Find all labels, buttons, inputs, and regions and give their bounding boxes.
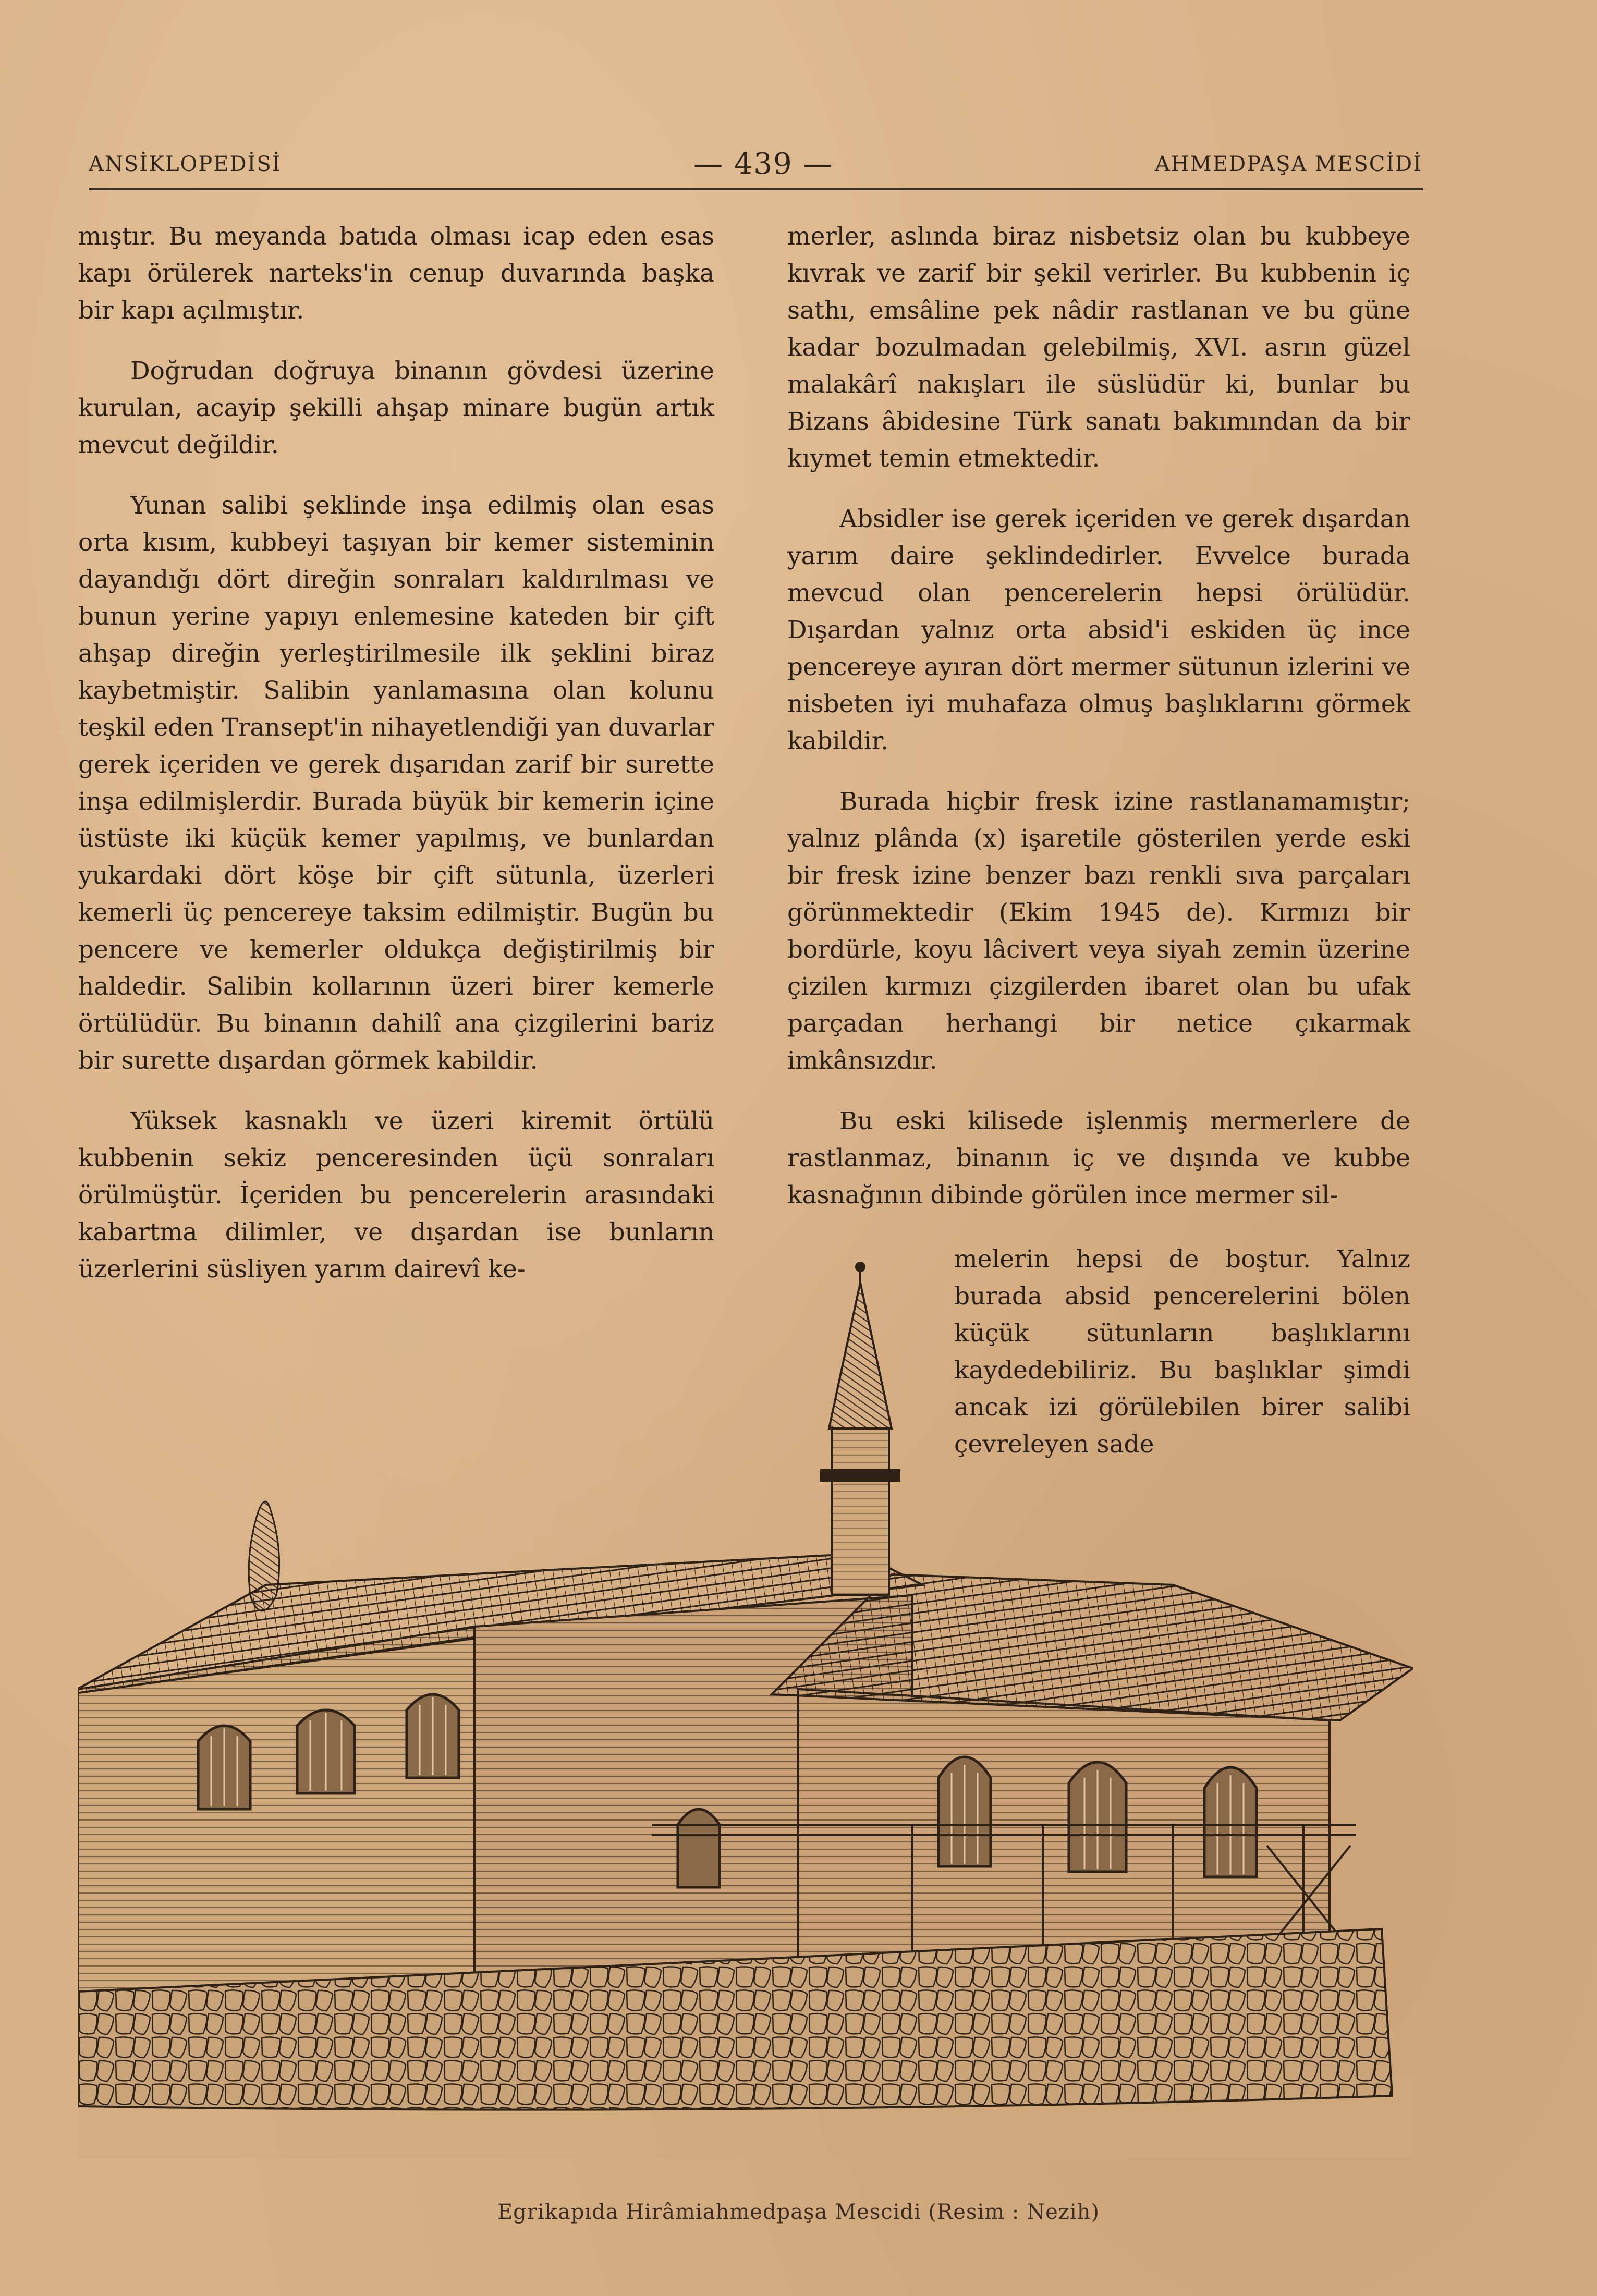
paragraph: Burada hiçbir fresk izine rastlanamamıştır; yalnız plânda (x) işaretile gösterilen yerde eski bir fresk izine benzer bazı renkli sıva parçaları görünmektedir (Ekim 1945 de). Kırmızı bir bordürle, koyu lâcivert veya siyah zemin üzerine çizilen kırmızı çizgilerden ibaret olan bu ufak parçadan herhangi bir netice çıkarmak imkânsızdır. bbox=[787, 787, 1410, 1075]
mosque-illustration bbox=[78, 1262, 1413, 2158]
paragraph: Absidler ise gerek içeriden ve gerek dışardan yarım daire şeklindedirler. Evvelce burada mevcud olan pencerelerin hepsi örülüdür. Dışardan yalnız orta absid'i eskiden üç ince pencereye ayıran dört mermer sütunun izlerini ve nisbeten iyi muhafaza olmuş başlıklarını görmek kabildir. bbox=[787, 505, 1410, 755]
paragraph: Doğrudan doğruya binanın gövdesi üzerine kurulan, acayip şekilli ahşap minare bugün artık mevcut değildir. bbox=[78, 357, 714, 459]
paragraph: mıştır. Bu meyanda batıda olması icap eden esas kapı örülerek narteks'in cenup duvarında başka bir kapı açılmıştır. bbox=[78, 222, 714, 325]
left-column bbox=[78, 218, 714, 1311]
running-header-left: ANSİKLOPEDİSİ bbox=[89, 152, 282, 176]
paragraph: melerin hepsi de boştur. Yalnız burada absid pencerelerini bölen küçük sütunların başlıklarını kaydedebiliriz. Bu başlıklar şimdi ancak izi görülebilen birer salibi çevreleyen sade bbox=[954, 1245, 1410, 1459]
right-column bbox=[787, 218, 1410, 1237]
figure-caption: Egrikapıda Hirâmiahmedpaşa Mescidi (Resim : Nezih) bbox=[497, 2200, 1100, 2224]
running-header-right: AHMEDPAŞA MESCİDİ bbox=[1155, 152, 1422, 176]
paragraph: merler, aslında biraz nisbetsiz olan bu kubbeye kıvrak ve zarif bir şekil verirler. Bu kubbenin iç sathı, emsâline pek nâdir rastlanan ve bu güne kadar bozulmadan gelebilmiş, XVI. asrın güzel malakârî nakışları ile süslüdür ki, bunlar bu Bizans âbidesine Türk sanatı bakımından da bir kıymet temin etmektedir. bbox=[787, 222, 1410, 473]
paragraph: Yüksek kasnaklı ve üzeri kiremit örtülü kubbenin sekiz penceresinden üçü sonraları örülmüştür. İçeriden bu pencerelerin arasındaki kabartma dilimler, ve dışardan ise bunların üzerlerini süsliyen yarım dairevî ke- bbox=[78, 1107, 714, 1284]
page-number: — 439 — bbox=[693, 147, 834, 181]
header-rule bbox=[89, 188, 1423, 190]
minaret bbox=[821, 1262, 899, 1595]
paragraph: Bu eski kilisede işlenmiş mermerlere de rastlanmaz, binanın iç ve dışında ve kubbe kasnağının dibinde görülen ince mermer sil- bbox=[787, 1107, 1410, 1210]
paragraph: Yunan salibi şeklinde inşa edilmiş olan esas orta kısım, kubbeyi taşıyan bir kemer sisteminin dayandığı dört direğin sonraları kaldırılması ve bunun yerine yapıyı enlemesine kateden bir çift ahşap direğin yerleştirilmesile ilk şeklini biraz kaybetmiştir. Salibin yanlamasına olan kolunu teşkil eden Transept'in nihayetlendiği yan duvarlar gerek içeriden ve gerek dışarıdan zarif bir surette inşa edilmişlerdir. Burada büyük bir kemerin içine üstüste iki küçük kemer yapılmış, ve bunlardan yukardaki dört köşe bir çift sütunla, üzerleri kemerli üç pencereye taksim edilmiştir. Bugün bu pencere ve kemerler oldukça değiştirilmiş bir haldedir. Salibin kollarının üzeri birer kemerle örtülüdür. Bu binanın dahilî ana çizgilerini bariz bir surette dışardan görmek kabildir. bbox=[78, 491, 714, 1075]
